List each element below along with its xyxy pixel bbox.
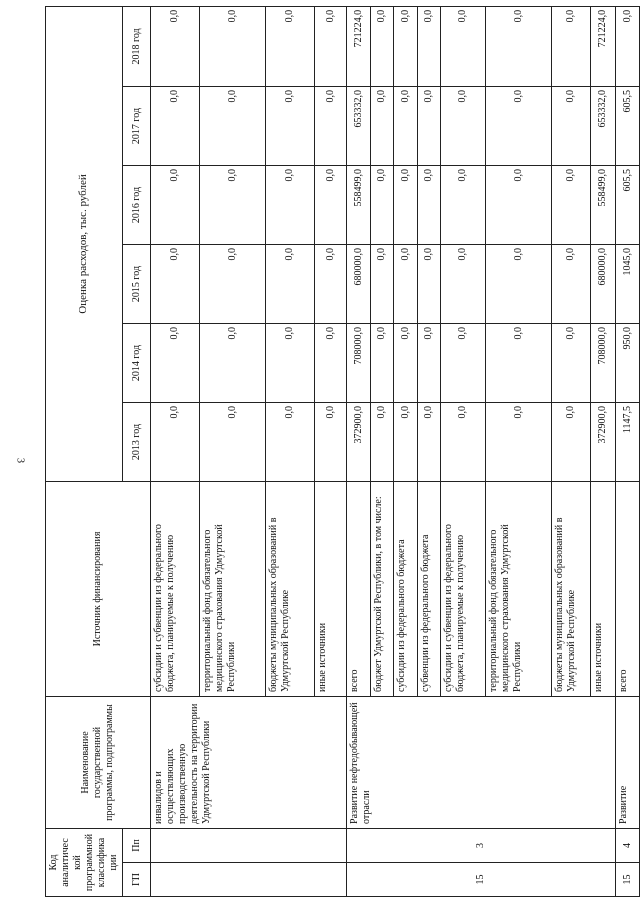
gp-code-cell: 15 [616,863,640,897]
value-cell: 0,0 [552,323,590,402]
code-group-header: Код аналитичес кой программной классифика ции [46,828,123,896]
value-cell: 0,0 [394,402,417,481]
source-cell: иные источники [590,481,616,696]
value-cell: 0,0 [486,6,552,86]
source-cell: всего [616,481,640,696]
page-number: 3 [14,458,26,463]
value-cell: 0,0 [151,323,200,402]
value-cell: 0,0 [200,165,266,244]
gp-code-cell: 15 [347,863,616,897]
year-header: 2016 год [123,165,151,244]
value-cell: 0,0 [266,6,315,86]
value-cell: 0,0 [486,165,552,244]
source-cell: субсидии и субвенции из федерального бюджета, планируемые к получению [441,481,486,696]
value-cell: 0,0 [394,165,417,244]
value-cell: 0,0 [370,165,393,244]
source-cell: субсидии и субвенции из федерального бюджета, планируемые к получению [151,481,200,696]
program-name-cell: инвалидов и осуществляющих производственную деятельность на территории Удмуртской Республики [151,696,347,828]
value-cell: 0,0 [417,6,440,86]
table-row [347,6,370,896]
value-cell: 0,0 [315,323,347,402]
value-cell: 0,0 [552,6,590,86]
value-cell: 0,0 [441,86,486,165]
value-cell: 680000,0 [347,244,370,323]
value-cell: 0,0 [394,244,417,323]
value-cell: 0,0 [370,402,393,481]
value-cell: 0,0 [370,244,393,323]
value-cell: 0,0 [441,323,486,402]
source-cell: субсидии из федерального бюджета [394,481,417,696]
value-cell: 605,5 [616,86,640,165]
gp-code-cell [151,863,347,897]
source-cell: территориальный фонд обязательного медицинского страхования Удмуртской Республики [486,481,552,696]
program-name-cell: Развитие [616,696,640,828]
value-cell: 653332,0 [590,86,616,165]
value-cell: 0,0 [151,244,200,323]
value-cell: 0,0 [315,6,347,86]
value-cell: 950,0 [616,323,640,402]
value-cell: 0,0 [200,86,266,165]
year-header: 2013 год [123,402,151,481]
value-cell: 0,0 [417,402,440,481]
value-cell: 0,0 [417,86,440,165]
value-cell: 0,0 [266,86,315,165]
pp-code-cell [151,828,347,862]
table-row [616,6,640,896]
source-cell: иные источники [315,481,347,696]
value-cell: 708000,0 [347,323,370,402]
year-header: 2017 год [123,86,151,165]
program-name-cell: Развитие нефтедобывающей отрасли [347,696,616,828]
program-name-header: Наименование государственной программы, подпрограммы [46,696,151,828]
value-cell: 0,0 [441,6,486,86]
budget-table [45,6,640,897]
value-cell: 708000,0 [590,323,616,402]
value-cell: 0,0 [200,323,266,402]
value-cell: 0,0 [394,6,417,86]
value-cell: 0,0 [315,402,347,481]
value-cell: 0,0 [552,244,590,323]
value-cell: 0,0 [370,323,393,402]
value-cell: 0,0 [552,402,590,481]
value-cell: 680000,0 [590,244,616,323]
value-cell: 558499,0 [347,165,370,244]
value-cell: 0,0 [417,323,440,402]
value-cell: 0,0 [486,86,552,165]
value-cell: 653332,0 [347,86,370,165]
source-cell: субвенции из федерального бюджета [417,481,440,696]
year-header: 2018 год [123,6,151,86]
value-cell: 1147,5 [616,402,640,481]
rotated-page [45,7,640,897]
value-cell: 0,0 [151,165,200,244]
value-cell: 0,0 [370,86,393,165]
value-cell: 372900,0 [590,402,616,481]
value-cell: 0,0 [552,165,590,244]
value-cell: 0,0 [486,323,552,402]
value-cell: 0,0 [441,165,486,244]
source-header: Источник финансирования [46,481,151,696]
value-cell: 0,0 [394,86,417,165]
source-cell: бюджеты муниципальных образований в Удмуртской Республике [552,481,590,696]
value-cell: 721224,0 [347,6,370,86]
value-cell: 0,0 [151,6,200,86]
value-cell: 0,0 [417,244,440,323]
budget-header: Оценка расходов, тыс. рублей [46,6,123,481]
gp-header: ГП [123,863,151,897]
year-header: 2015 год [123,244,151,323]
value-cell: 0,0 [200,6,266,86]
pp-code-cell: 4 [616,828,640,862]
value-cell: 0,0 [616,6,640,86]
source-cell: всего [347,481,370,696]
value-cell: 0,0 [151,402,200,481]
value-cell: 0,0 [552,86,590,165]
pp-header: Пп [123,828,151,862]
year-header: 2014 год [123,323,151,402]
value-cell: 0,0 [151,86,200,165]
value-cell: 0,0 [370,6,393,86]
value-cell: 372900,0 [347,402,370,481]
value-cell: 558499,0 [590,165,616,244]
value-cell: 0,0 [417,165,440,244]
value-cell: 0,0 [266,323,315,402]
value-cell: 0,0 [441,402,486,481]
value-cell: 605,5 [616,165,640,244]
value-cell: 0,0 [266,165,315,244]
value-cell: 0,0 [200,244,266,323]
source-cell: территориальный фонд обязательного медицинского страхования Удмуртской Республики [200,481,266,696]
source-cell: бюджет Удмуртской Республики, в том числе: [370,481,393,696]
source-cell: бюджеты муниципальных образований в Удмуртской Республике [266,481,315,696]
value-cell: 0,0 [315,165,347,244]
value-cell: 0,0 [441,244,486,323]
value-cell: 0,0 [266,402,315,481]
value-cell: 0,0 [486,402,552,481]
value-cell: 721224,0 [590,6,616,86]
pp-code-cell: 3 [347,828,616,862]
value-cell: 0,0 [266,244,315,323]
value-cell: 0,0 [486,244,552,323]
table-row [151,6,200,896]
value-cell: 0,0 [315,244,347,323]
value-cell: 1045,0 [616,244,640,323]
value-cell: 0,0 [200,402,266,481]
value-cell: 0,0 [394,323,417,402]
value-cell: 0,0 [315,86,347,165]
